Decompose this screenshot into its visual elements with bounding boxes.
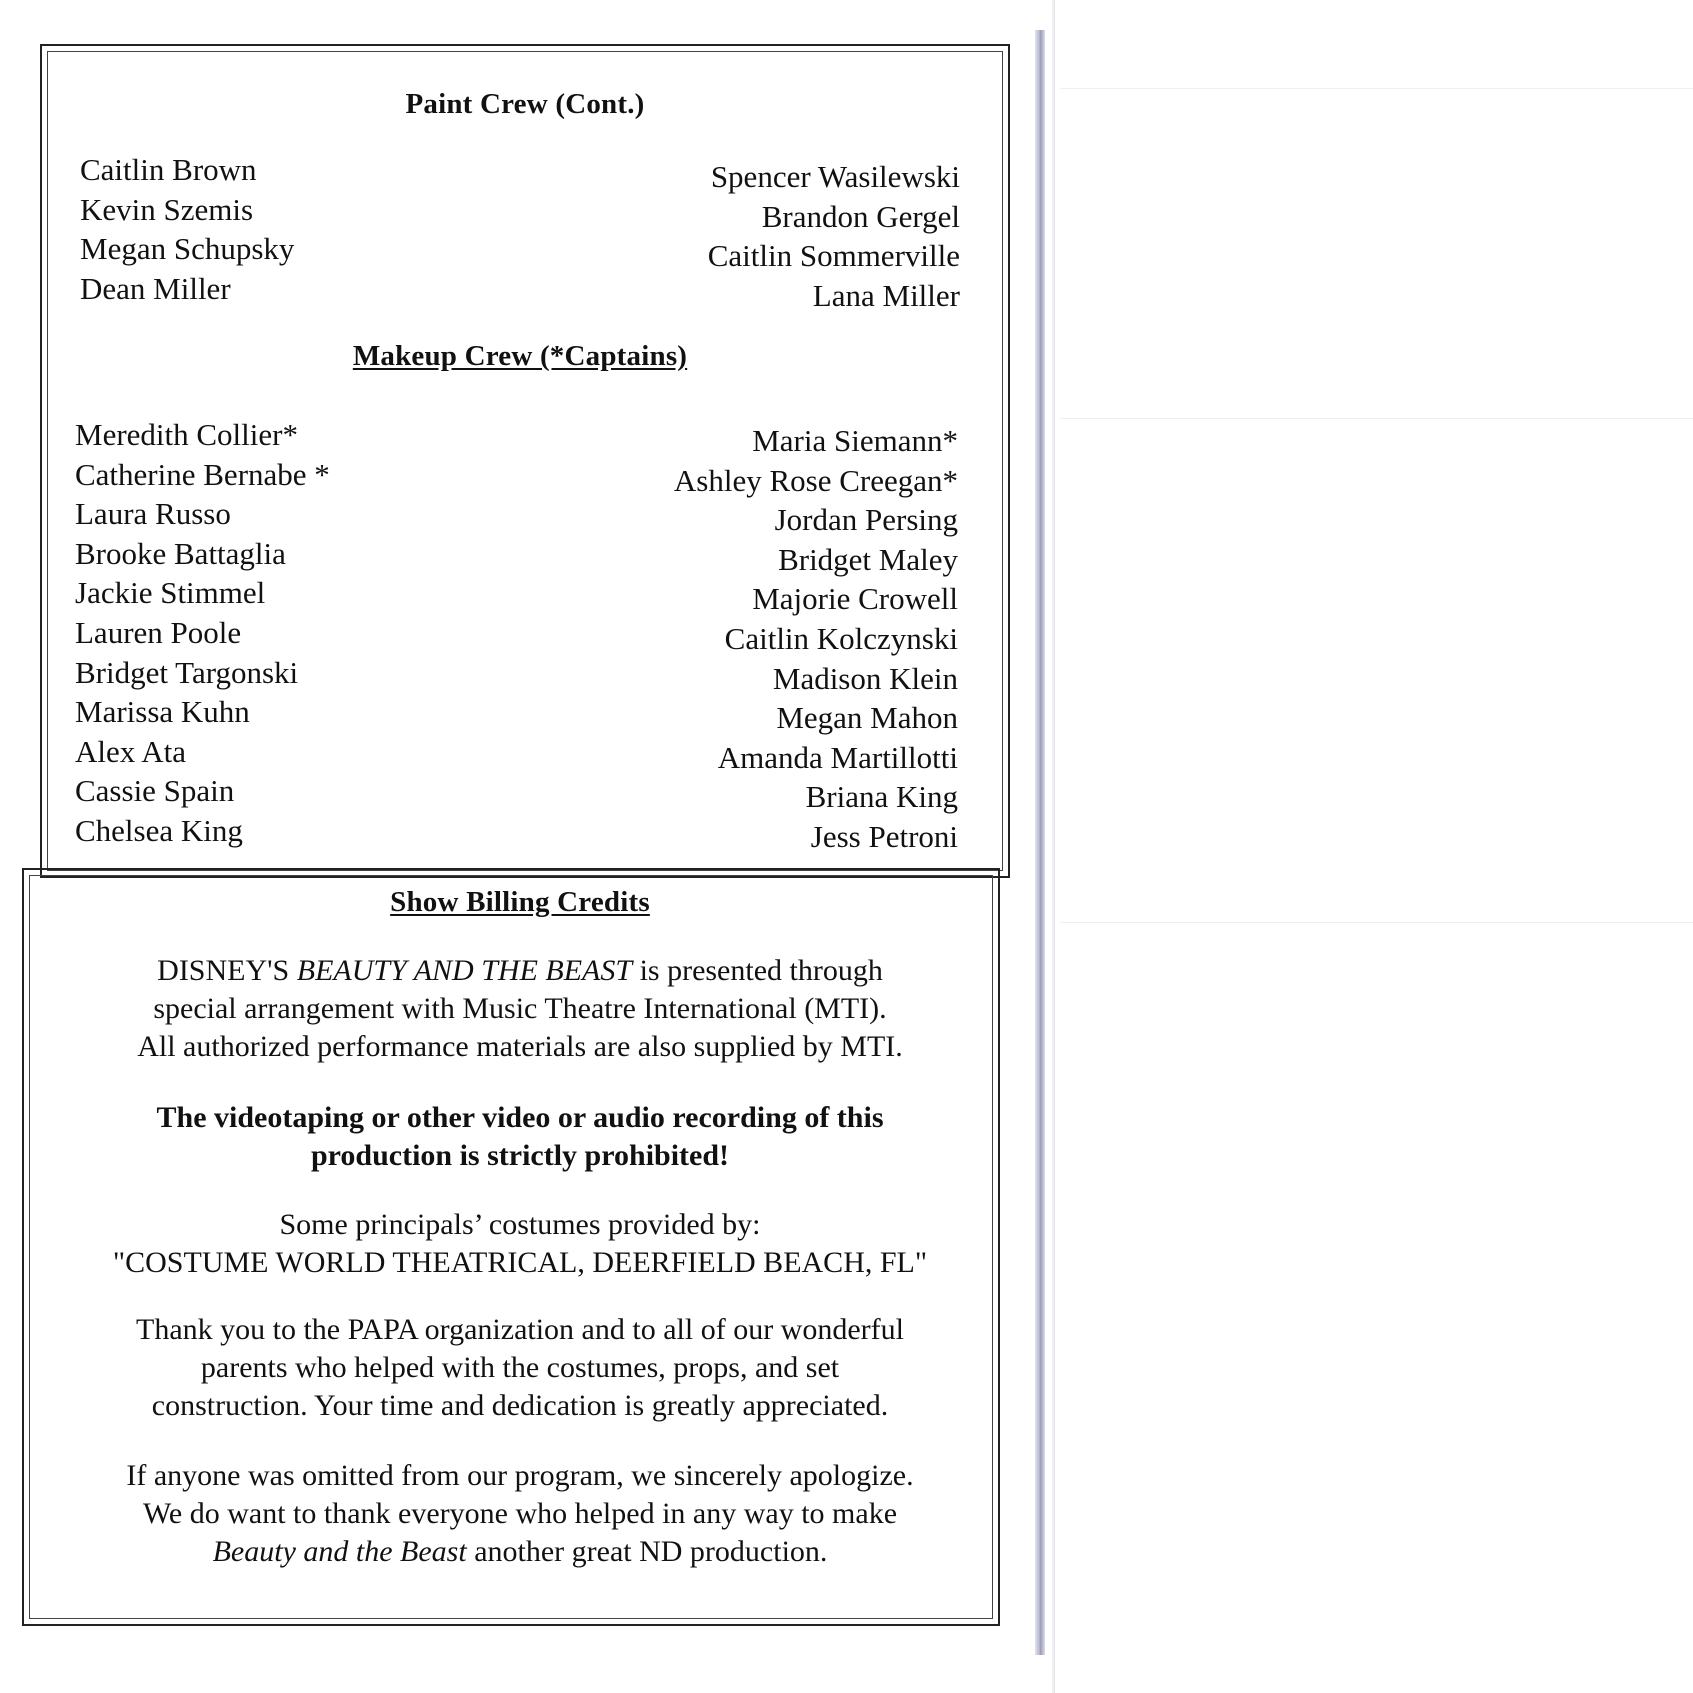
list-item: Caitlin Kolczynski [724, 620, 958, 656]
list-item: Marissa Kuhn [75, 694, 250, 730]
list-item: Dean Miller [80, 270, 231, 306]
list-item: Bridget Targonski [75, 654, 299, 690]
list-item: Cassie Spain [75, 773, 235, 809]
list-item: Caitlin Sommerville [707, 238, 960, 274]
thanks-line-3: construction. Your time and dedication is greatly appreciated. [151, 1389, 889, 1422]
list-item: Lauren Poole [75, 614, 242, 650]
paint-crew-left-list [80, 150, 294, 308]
costume-credit [40, 1206, 1000, 1282]
makeup-crew-title: Makeup Crew (*Captains) [352, 340, 688, 372]
recording-warning [40, 1099, 1000, 1175]
apology-paragraph [40, 1457, 1000, 1571]
list-item: Megan Mahon [776, 700, 958, 736]
faint-rule [1060, 88, 1693, 89]
list-item: Brooke Battaglia [75, 535, 286, 571]
thank-you-paragraph [40, 1311, 1000, 1425]
list-item: Bridget Maley [778, 541, 958, 577]
list-item: Megan Schupsky [80, 231, 295, 267]
list-item: Briana King [805, 779, 958, 815]
list-item: Jess Petroni [810, 818, 958, 854]
apology-line-1: If anyone was omitted from our program, we sincerely apologize. [126, 1459, 914, 1492]
mti-credit-paragraph [40, 952, 1000, 1066]
page-edge [1052, 0, 1055, 1693]
apology-line-3b: another great ND production. [466, 1535, 828, 1568]
list-item: Spencer Wasilewski [710, 159, 960, 194]
list-item: Madison Klein [772, 660, 958, 696]
list-item: Alex Ata [75, 733, 187, 769]
list-item: Ashley Rose Creegan* [673, 462, 958, 498]
list-item: Laura Russo [75, 496, 231, 532]
list-item: Lana Miller [812, 277, 960, 313]
show-title-italic: Beauty and the Beast [212, 1535, 467, 1568]
makeup-crew-right-list [560, 421, 958, 857]
faint-rule [1060, 922, 1693, 923]
list-item: Caitlin Brown [80, 152, 257, 187]
list-item: Majorie Crowell [752, 581, 958, 617]
warning-line-1: The videotaping or other video or audio recording of this [156, 1101, 884, 1134]
list-item: Amanda Martillotti [717, 739, 958, 775]
mti-line-1c: is presented through [632, 954, 883, 987]
costume-line-1: Some principals’ costumes provided by: [279, 1208, 761, 1241]
makeup-crew-left-list [75, 415, 330, 851]
thanks-line-1: Thank you to the PAPA organization and to all of our wonderful [136, 1313, 904, 1346]
mti-line-3: All authorized performance materials are also supplied by MTI. [137, 1030, 903, 1063]
warning-line-2: production is strictly prohibited! [310, 1139, 730, 1172]
mti-line-2: special arrangement with Music Theatre International (MTI). [153, 992, 887, 1025]
show-title-italic: BEAUTY AND THE BEAST [296, 954, 633, 987]
list-item: Meredith Collier* [75, 417, 298, 452]
mti-line-1a: DISNEY'S [157, 954, 297, 987]
billing-title: Show Billing Credits [390, 886, 650, 918]
apology-line-2: We do want to thank everyone who helped in any way to make [142, 1497, 898, 1530]
faint-rule [1060, 418, 1693, 419]
costume-line-2: "COSTUME WORLD THEATRICAL, DEERFIELD BEACH, FL" [112, 1246, 928, 1279]
list-item: Maria Siemann* [752, 423, 958, 458]
thanks-line-2: parents who helped with the costumes, props, and set [200, 1351, 840, 1384]
list-item: Kevin Szemis [80, 191, 254, 227]
list-item: Brandon Gergel [761, 198, 960, 234]
page-fold-shadow [1035, 30, 1045, 1655]
list-item: Jackie Stimmel [75, 575, 266, 611]
paint-crew-title: Paint Crew (Cont.) [405, 88, 645, 120]
paint-crew-right-list [560, 157, 960, 315]
list-item: Catherine Bernabe * [75, 456, 330, 492]
list-item: Chelsea King [75, 812, 243, 848]
list-item: Jordan Persing [774, 502, 958, 538]
